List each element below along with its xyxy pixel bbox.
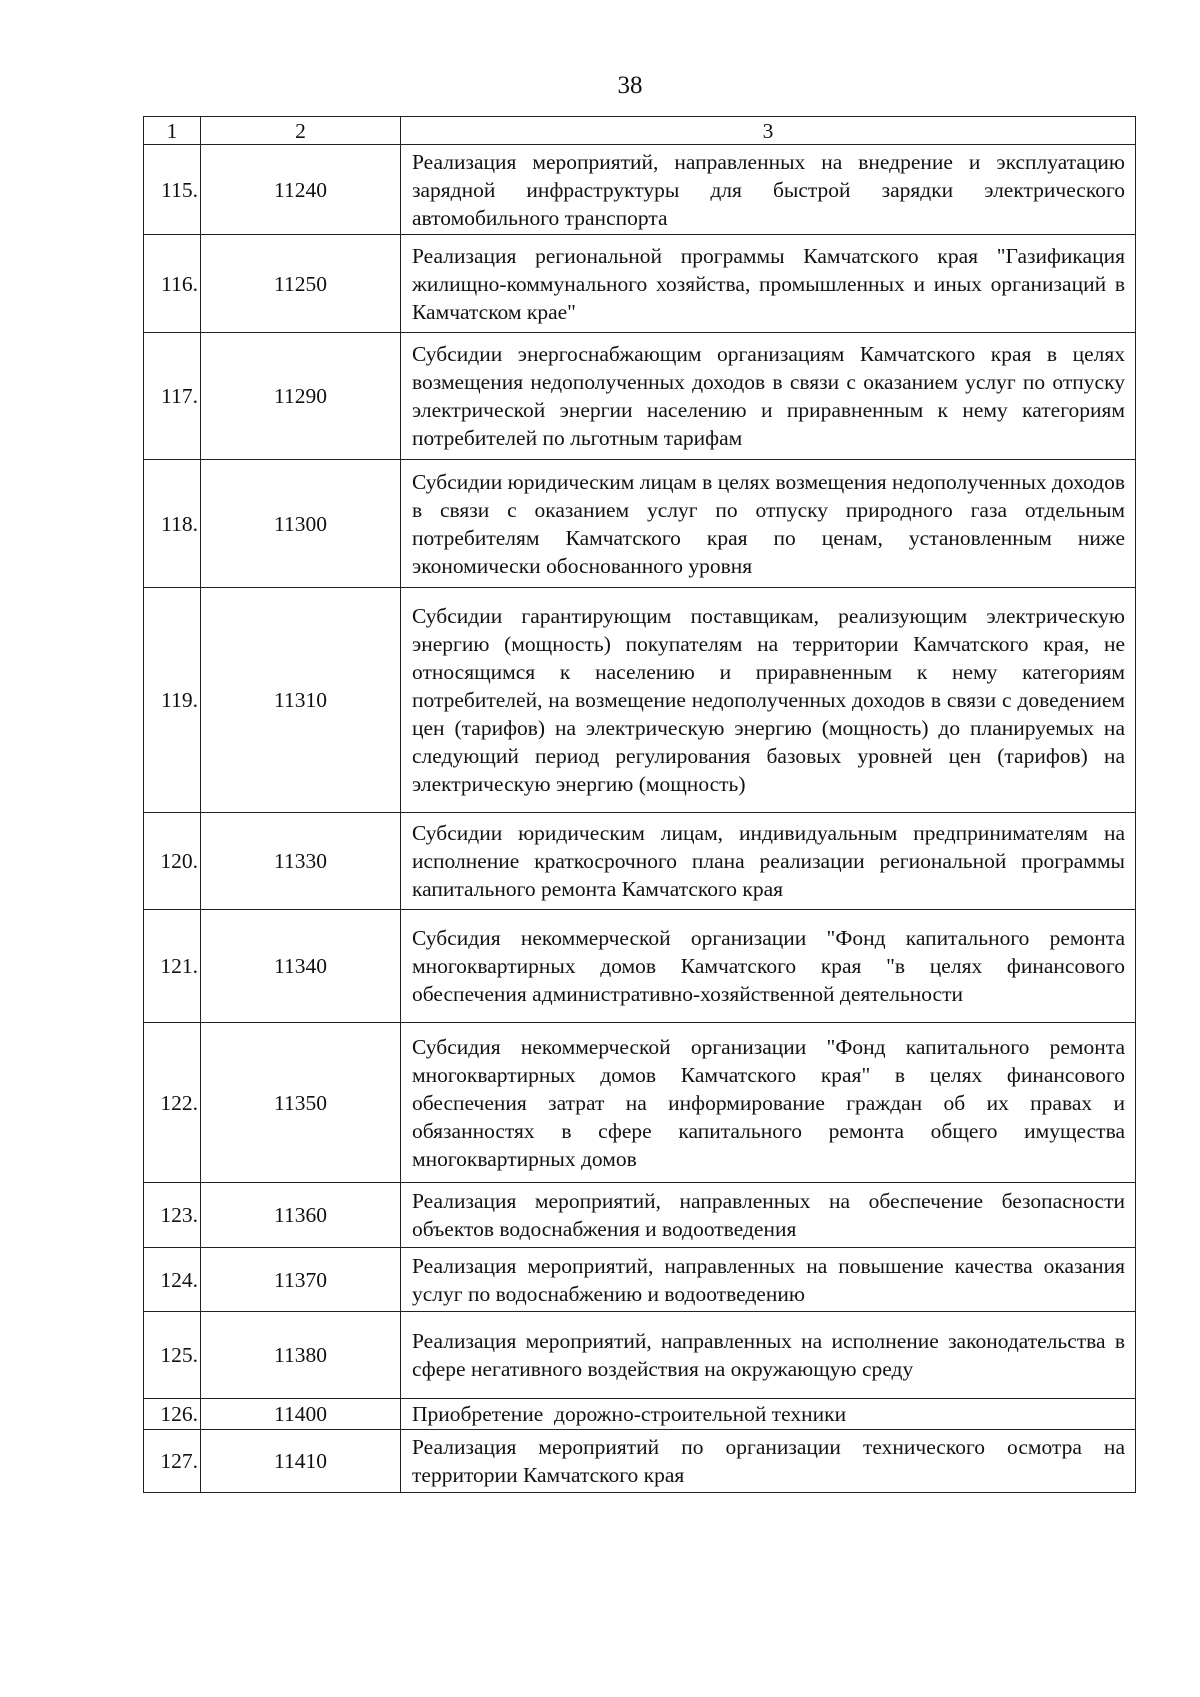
row-code: 11250 [201, 235, 401, 333]
row-description: Реализация мероприятий по организации технического осмотра на территории Камчатского края [401, 1430, 1136, 1493]
row-number: 124. [144, 1248, 201, 1312]
row-number: 125. [144, 1312, 201, 1399]
column-header: 3 [401, 117, 1136, 145]
row-code: 11240 [201, 145, 401, 235]
row-number: 127. [144, 1430, 201, 1493]
row-code: 11300 [201, 460, 401, 588]
table-row [144, 1183, 1136, 1248]
row-description: Реализация мероприятий, направленных на обеспечение безопасности объектов водоснабжения и водоотведения [401, 1183, 1136, 1248]
row-number: 117. [144, 333, 201, 460]
table-row [144, 333, 1136, 460]
row-code: 11350 [201, 1023, 401, 1183]
row-description: Реализация мероприятий, направленных на исполнение законодательства в сфере негативного воздействия на окружающую среду [401, 1312, 1136, 1399]
column-header: 2 [201, 117, 401, 145]
table-row [144, 1023, 1136, 1183]
row-code: 11290 [201, 333, 401, 460]
row-code: 11310 [201, 588, 401, 813]
table-row [144, 1248, 1136, 1312]
row-code: 11370 [201, 1248, 401, 1312]
table-row [144, 1399, 1136, 1430]
row-description: Субсидия некоммерческой организации "Фонд капитального ремонта многоквартирных домов Камчатского края "в целях финансового обеспечения административно-хозяйственной деятельности [401, 910, 1136, 1023]
row-description: Реализация региональной программы Камчатского края "Газификация жилищно-коммунального хозяйства, промышленных и иных организаций в Камчатском крае" [401, 235, 1136, 333]
row-number: 118. [144, 460, 201, 588]
table-row [144, 1312, 1136, 1399]
page-number: 38 [617, 72, 643, 99]
row-number: 120. [144, 813, 201, 910]
budget-classification-table [143, 116, 1136, 1493]
table-row [144, 910, 1136, 1023]
row-number: 116. [144, 235, 201, 333]
table-row [144, 1430, 1136, 1493]
row-description: Реализация мероприятий, направленных на повышение качества оказания услуг по водоснабжению и водоотведению [401, 1248, 1136, 1312]
row-code: 11330 [201, 813, 401, 910]
row-description: Приобретение дорожно-строительной техники [401, 1399, 1136, 1430]
row-description: Субсидии юридическим лицам в целях возмещения недополученных доходов в связи с оказанием услуг по отпуску природного газа отдельным потребителям Камчатского края по ценам, установленным ниже экономически обоснованного уровня [401, 460, 1136, 588]
row-code: 11400 [201, 1399, 401, 1430]
row-number: 126. [144, 1399, 201, 1430]
row-number: 122. [144, 1023, 201, 1183]
row-code: 11410 [201, 1430, 401, 1493]
row-code: 11380 [201, 1312, 401, 1399]
table-row [144, 813, 1136, 910]
table-row [144, 588, 1136, 813]
column-header: 1 [144, 117, 201, 145]
row-number: 121. [144, 910, 201, 1023]
row-number: 115. [144, 145, 201, 235]
table-row [144, 145, 1136, 235]
row-number: 119. [144, 588, 201, 813]
row-description: Субсидия некоммерческой организации "Фонд капитального ремонта многоквартирных домов Камчатского края" в целях финансового обеспечения затрат на информирование граждан об их правах и обязанностях в сфере капитального ремонта общего имущества многоквартирных домов [401, 1023, 1136, 1183]
table-row [144, 235, 1136, 333]
row-number: 123. [144, 1183, 201, 1248]
row-description: Субсидии энергоснабжающим организациям Камчатского края в целях возмещения недополученных доходов в связи с оказанием услуг по отпуску электрической энергии населению и приравненным к нему категориям потребителей по льготным тарифам [401, 333, 1136, 460]
row-code: 11340 [201, 910, 401, 1023]
row-code: 11360 [201, 1183, 401, 1248]
row-description: Субсидии юридическим лицам, индивидуальным предпринимателям на исполнение краткосрочного плана реализации региональной программы капитального ремонта Камчатского края [401, 813, 1136, 910]
table-row [144, 460, 1136, 588]
row-description: Субсидии гарантирующим поставщикам, реализующим электрическую энергию (мощность) покупателям на территории Камчатского края, не относящимся к населению и приравненным к нему категориям потребителей, на возмещение недополученных доходов в связи с доведением цен (тарифов) на электрическую энергию (мощность) до планируемых на следующий период регулирования базовых уровней цен (тарифов) на электрическую энергию (мощность) [401, 588, 1136, 813]
table-header-row [144, 117, 1136, 145]
row-description: Реализация мероприятий, направленных на внедрение и эксплуатацию зарядной инфраструктуры для быстрой зарядки электрического автомобильного транспорта [401, 145, 1136, 235]
